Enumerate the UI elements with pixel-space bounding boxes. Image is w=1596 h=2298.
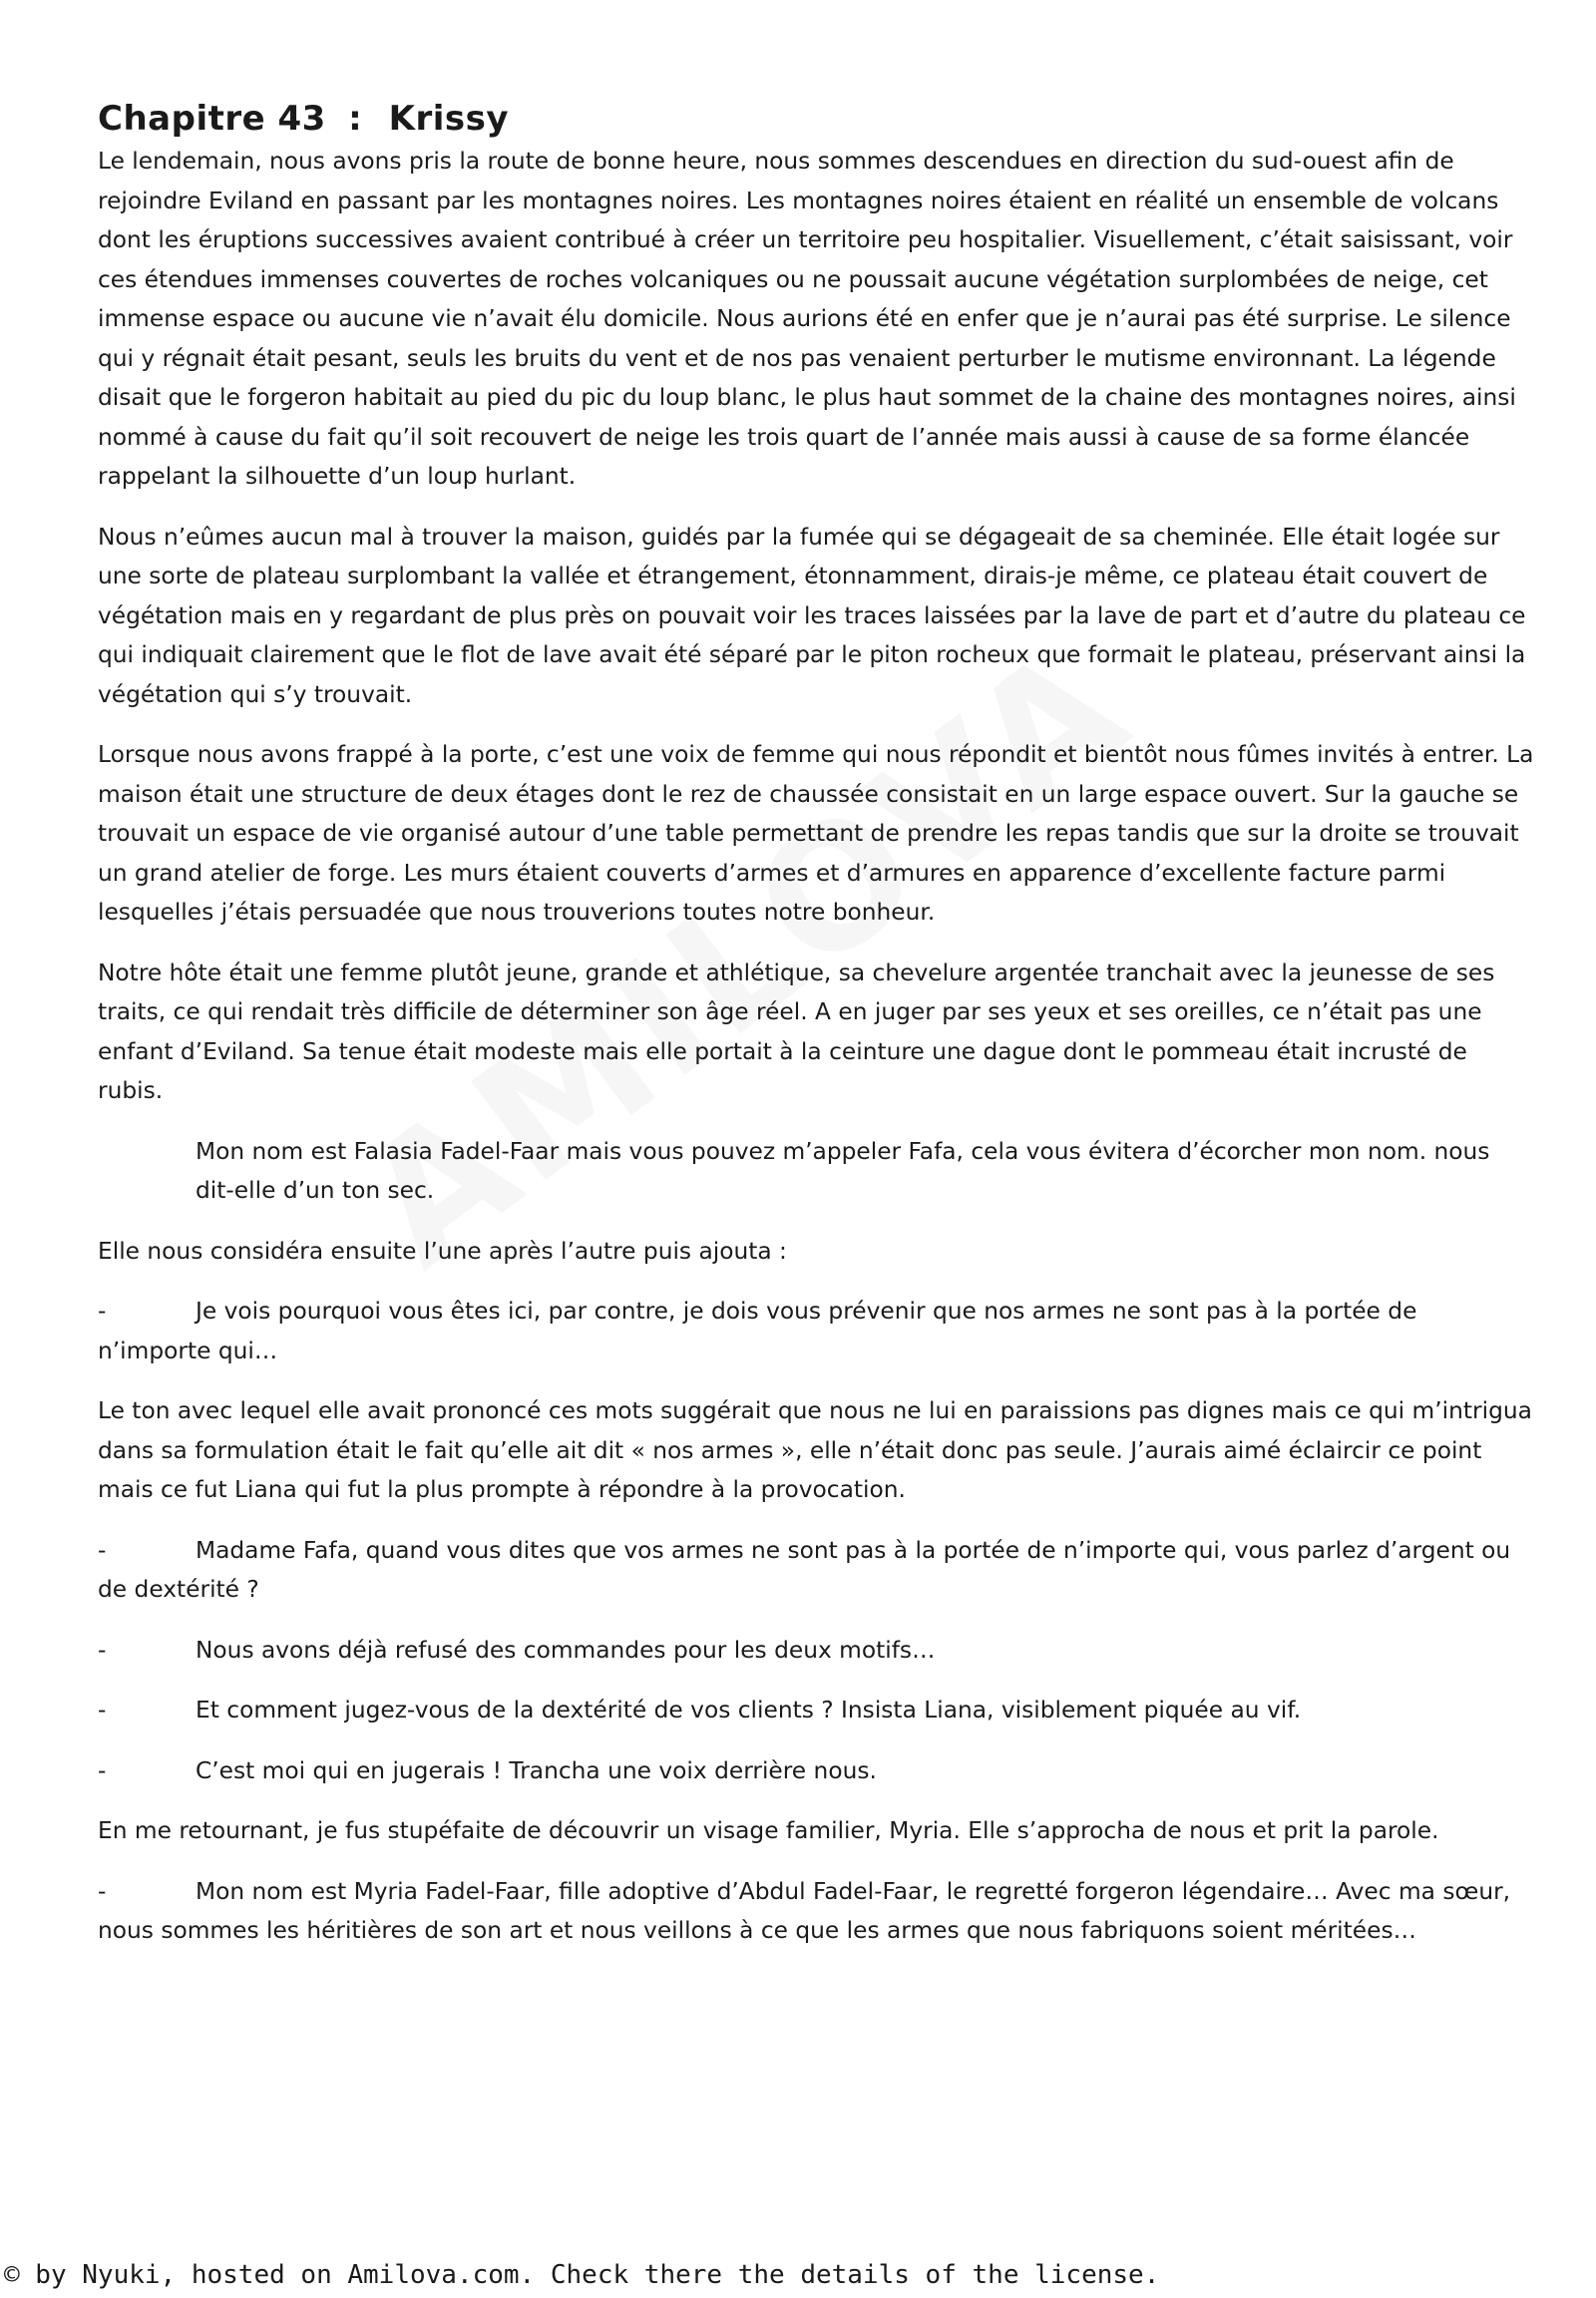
paragraph: Lorsque nous avons frappé à la porte, c’est une voix de femme qui nous répondit et bientôt nous fûmes invités à entrer. La maison était une structure de deux étages dont le rez de chaussée consistait en un large espace ouvert. Sur la gauche se trouvait un espace de vie organisé autour d’une table permettant de prendre les repas tandis que sur la droite se trouvait un grand atelier de forge. Les murs étaient couverts d’armes et d’armures en apparence d’excellente facture parmi lesquelles j’étais persuadée que nous trouverions toutes notre bonheur. bbox=[98, 741, 1534, 926]
dialog-dash: - bbox=[98, 1877, 107, 1905]
indented-quote: Mon nom est Falasia Fadel-Faar mais vous pouvez m’appeler Fafa, cela vous évitera d’écorcher mon nom. nous dit-elle d’un ton sec. bbox=[196, 1137, 1490, 1204]
dialog-dash: - bbox=[98, 1536, 107, 1564]
document-body bbox=[98, 96, 1534, 1972]
chapter-separator: : bbox=[348, 99, 363, 139]
paragraph: Le lendemain, nous avons pris la route de bonne heure, nous sommes descendues en direction du sud-ouest afin de rejoindre Eviland en passant par les montagnes noires. Les montagnes noires étaient en réalité un ensemble de volcans dont les éruptions successives avaient contribué à créer un territoire peu hospitalier. Visuellement, c’était saisissant, voir ces étendues immenses couvertes de roches volcaniques ou ne poussait aucune végétation surplombées de neige, cet immense espace ou aucune vie n’avait élu domicile. Nous aurions été en enfer que je n’aurai pas été surprise. Le silence qui y régnait était pesant, seuls les bruits du vent et de nos pas venaient perturber le mutisme environnant. La légende disait que le forgeron habitait au pied du pic du loup blanc, le plus haut sommet de la chaine des montagnes noires, ainsi nommé à cause du fait qu’il soit recouvert de neige les trois quart de l’année mais aussi à cause de sa forme élancée rappelant la silhouette d’un loup hurlant. bbox=[98, 148, 1516, 490]
dialog-text: C’est moi qui en jugerais ! Trancha une voix derrière nous. bbox=[196, 1756, 877, 1784]
dialog-text: Je vois pourquoi vous êtes ici, par contre, je dois vous prévenir que nos armes ne sont pas à la portée de n’importe qui… bbox=[98, 1298, 1417, 1364]
dialog-line bbox=[98, 1531, 1534, 1610]
dialog-line bbox=[98, 1631, 1534, 1671]
dialog-line bbox=[98, 1872, 1534, 1951]
license-footer: © by Nyuki, hosted on Amilova.com. Check there the details of the license. bbox=[4, 2260, 1160, 2290]
chapter-name: Krissy bbox=[388, 99, 510, 139]
dialog-line bbox=[98, 1292, 1534, 1370]
dialog-dash: - bbox=[98, 1298, 107, 1325]
chapter-label: Chapitre 43 bbox=[98, 99, 326, 139]
dialog-dash: - bbox=[98, 1697, 107, 1724]
dialog-dash: - bbox=[98, 1636, 107, 1664]
paragraph: Elle nous considéra ensuite l’une après l’autre puis ajouta : bbox=[98, 1237, 787, 1265]
paragraph: Le ton avec lequel elle avait prononcé ces mots suggérait que nous ne lui en paraissions pas dignes mais ce qui m’intrigua dans sa formulation était le fait qu’elle ait dit « nos armes », elle n’était donc pas seule. J’aurais aimé éclaircir ce point mais ce fut Liana qui fut la plus prompte à répondre à la provocation. bbox=[98, 1397, 1532, 1503]
dialog-text: Madame Fafa, quand vous dites que vos armes ne sont pas à la portée de n’importe qui, vous parlez d’argent ou de dextérité ? bbox=[98, 1536, 1511, 1603]
dialog-text: Mon nom est Myria Fadel-Faar, fille adoptive d’Abdul Fadel-Faar, le regretté forgeron légendaire… Avec ma sœur, nous sommes les héritières de son art et nous veillons à ce que les armes que nous fabriquons soient méritées… bbox=[98, 1877, 1511, 1944]
paragraph: Nous n’eûmes aucun mal à trouver la maison, guidés par la fumée qui se dégageait de sa cheminée. Elle était logée sur une sorte de plateau surplombant la vallée et étrangement, étonnamment, dirais-je même, ce plateau était couvert de végétation mais en y regardant de plus près on pouvait voir les traces laissées par la lave de part et d’autre du plateau ce qui indiquait clairement que le flot de lave avait été séparé par le piton rocheux que formait le plateau, préservant ainsi la végétation qui s’y trouvait. bbox=[98, 523, 1526, 708]
dialog-line bbox=[98, 1691, 1534, 1730]
dialog-line bbox=[98, 1751, 1534, 1791]
dialog-text: Et comment jugez-vous de la dextérité de vos clients ? Insista Liana, visiblement piquée au vif. bbox=[196, 1697, 1302, 1724]
paragraph: Notre hôte était une femme plutôt jeune, grande et athlétique, sa chevelure argentée tranchait avec la jeunesse de ses traits, ce qui rendait très difficile de déterminer son âge réel. A en juger par ses yeux et ses oreilles, ce n’était pas une enfant d’Eviland. Sa tenue était modeste mais elle portait à la ceinture une dague dont le pommeau était incrusté de rubis. bbox=[98, 958, 1495, 1104]
dialog-text: Nous avons déjà refusé des commandes pour les deux motifs… bbox=[196, 1636, 936, 1664]
chapter-title bbox=[98, 96, 1534, 142]
paragraph: En me retournant, je fus stupéfaite de découvrir un visage familier, Myria. Elle s’approcha de nous et prit la parole. bbox=[98, 1817, 1439, 1844]
dialog-dash: - bbox=[98, 1756, 107, 1784]
